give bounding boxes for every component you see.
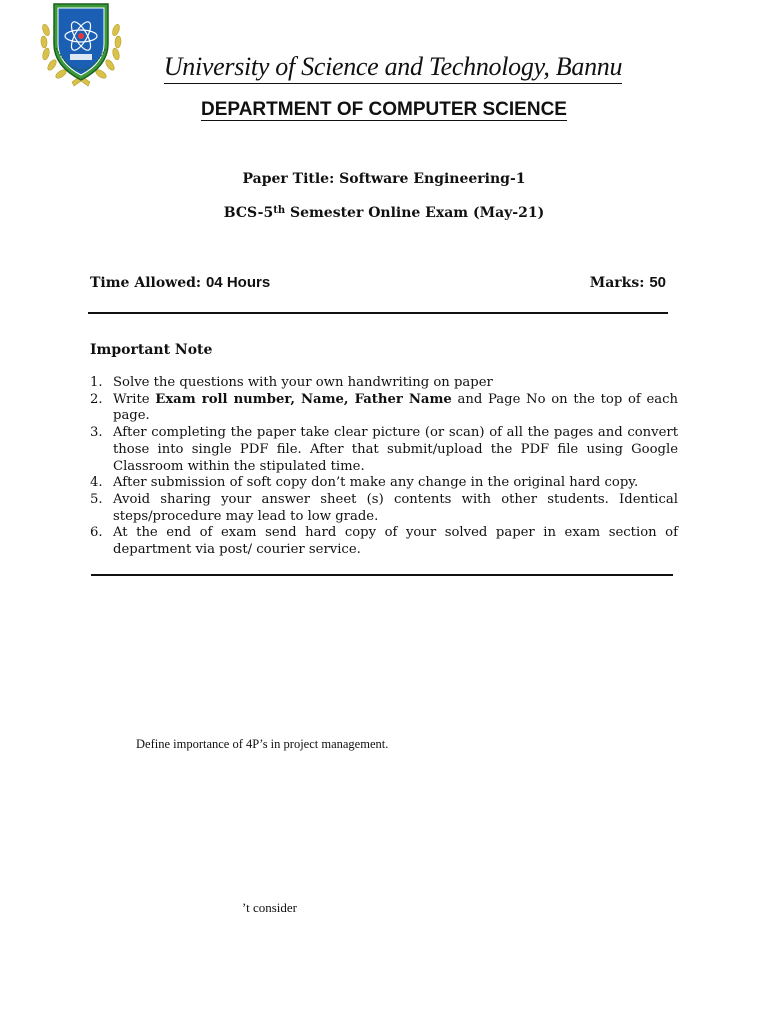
note-number: 6. xyxy=(90,525,103,541)
note-item xyxy=(90,492,678,525)
paper-title: Paper Title: Software Engineering-1 xyxy=(242,171,526,187)
note-text: After submission of soft copy don’t make any change in the original hard copy. xyxy=(113,475,639,491)
course-suffix: Semester Online Exam (May-21) xyxy=(285,205,545,221)
note-text: After completing the paper take clear picture (or scan) of all the pages and convert those into single PDF file. After that submit/upload the PDF file using Google Classroom within the stipulated time. xyxy=(113,425,678,474)
note-number: 3. xyxy=(90,425,103,441)
note-item xyxy=(90,375,678,392)
divider-bottom xyxy=(91,574,673,576)
semester-line xyxy=(0,205,768,221)
question-text: Define importance of 4P’s in project management. xyxy=(136,737,389,751)
note-item xyxy=(90,475,678,492)
note-number: 5. xyxy=(90,491,103,507)
course-superscript: th xyxy=(273,205,286,216)
note-text-bold: Exam roll number, Name, Father Name xyxy=(155,391,452,407)
department-name xyxy=(0,99,768,121)
note-text-post: and Page No on the top of each page. xyxy=(113,391,678,424)
department-name-text: DEPARTMENT OF COMPUTER SCIENCE xyxy=(201,99,567,120)
time-value: 04 Hours xyxy=(205,274,271,291)
university-name-text: University of Science and Technology, Bannu xyxy=(164,52,622,84)
note-text: Avoid sharing your answer sheet (s) contents with other students. Identical steps/procedure may lead to low grade. xyxy=(113,491,678,524)
text-fragment: ’t consider xyxy=(242,900,297,915)
note-text-pre: Write xyxy=(113,391,156,407)
university-name xyxy=(0,52,768,82)
note-number: 4. xyxy=(90,475,103,491)
divider-top xyxy=(88,312,668,314)
important-note-heading: Important Note xyxy=(90,342,213,358)
time-allowed xyxy=(90,275,270,291)
course-prefix: BCS-5 xyxy=(223,205,274,221)
marks-label: Marks: xyxy=(589,275,650,291)
note-item xyxy=(90,425,678,475)
note-item xyxy=(90,525,678,558)
note-number: 2. xyxy=(90,391,103,407)
note-text: Solve the questions with your own handwriting on paper xyxy=(113,375,493,390)
note-text: At the end of exam send hard copy of your solved paper in exam section of department via post/ courier service. xyxy=(113,525,678,558)
note-number: 1. xyxy=(90,375,103,390)
time-label: Time Allowed: xyxy=(90,275,206,291)
important-note-list xyxy=(90,375,678,559)
note-item xyxy=(90,392,678,425)
time-marks-row xyxy=(90,274,666,291)
marks-value: 50 xyxy=(649,274,666,291)
marks xyxy=(590,274,666,291)
